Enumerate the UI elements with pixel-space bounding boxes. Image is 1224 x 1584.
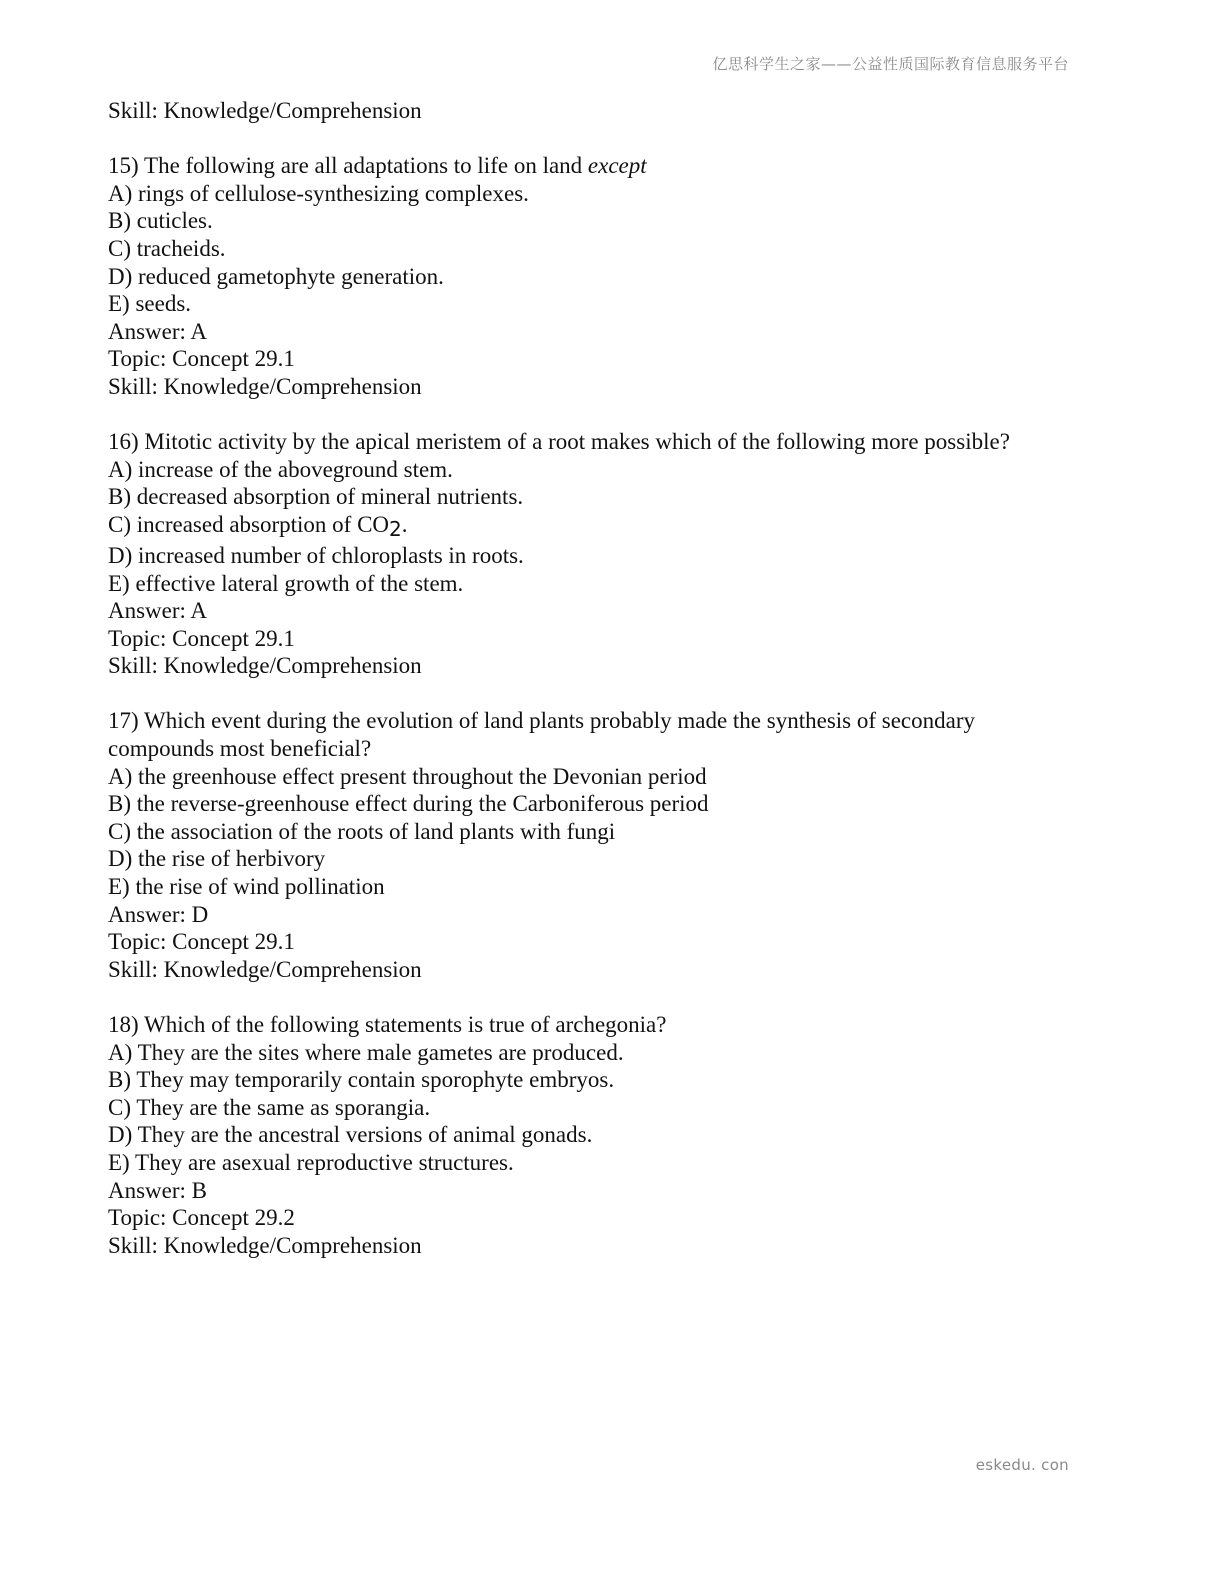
- option-d: D) the rise of herbivory: [108, 846, 326, 872]
- option-c: C) the association of the roots of land plants with fungi: [108, 818, 616, 844]
- option-a: A) rings of cellulose-synthesizing complexes.: [108, 180, 529, 206]
- option-c: [108, 511, 1098, 542]
- header-watermark: 亿思科学生之家——公益性质国际教育信息服务平台: [712, 55, 1069, 73]
- answer: Answer: D: [108, 901, 209, 927]
- option-c: C) tracheids.: [108, 235, 226, 261]
- question-stem: [108, 1011, 1098, 1039]
- question-16: [108, 428, 1098, 680]
- question-text: Mitotic activity by the apical meristem of a root makes which of the following more possible?: [144, 429, 1010, 455]
- option-c-subscript: 2: [389, 516, 402, 541]
- option-b: B) the reverse-greenhouse effect during the Carboniferous period: [108, 791, 709, 817]
- spacer: [108, 401, 1098, 429]
- question-18: [108, 1011, 1098, 1259]
- option-c-text: C) increased absorption of CO: [108, 511, 390, 537]
- question-number: 18): [108, 1012, 139, 1037]
- topic: Topic: Concept 29.1: [108, 346, 295, 372]
- topic: Topic: Concept 29.2: [108, 1205, 295, 1231]
- option-e: E) seeds.: [108, 291, 192, 317]
- option-a: A) increase of the aboveground stem.: [108, 456, 453, 482]
- skill: Skill: Knowledge/Comprehension: [108, 373, 422, 399]
- option-b: B) decreased absorption of mineral nutrients.: [108, 484, 524, 510]
- question-emphasis: except: [587, 153, 647, 179]
- topic: Topic: Concept 29.1: [108, 625, 295, 651]
- option-d: D) reduced gametophyte generation.: [108, 263, 444, 289]
- spacer: [108, 680, 1098, 708]
- question-number: 15): [108, 153, 139, 179]
- spacer: [108, 125, 1098, 153]
- question-text: The following are all adaptations to life on land: [144, 153, 588, 179]
- option-a: A) They are the sites where male gametes are produced.: [108, 1039, 624, 1065]
- previous-skill: Skill: Knowledge/Comprehension: [108, 98, 422, 123]
- question-stem: [108, 152, 1098, 180]
- question-text-continued: compounds most beneficial?: [108, 736, 372, 762]
- option-e: E) They are asexual reproductive structures.: [108, 1149, 514, 1175]
- option-c-suffix: .: [401, 511, 408, 537]
- option-b: B) They may temporarily contain sporophyte embryos.: [108, 1067, 615, 1093]
- skill: Skill: Knowledge/Comprehension: [108, 956, 422, 982]
- question-text: Which of the following statements is true of archegonia?: [144, 1012, 667, 1037]
- question-17: [108, 707, 1098, 983]
- option-c: C) They are the same as sporangia.: [108, 1094, 431, 1120]
- answer: Answer: B: [108, 1177, 208, 1203]
- skill: Skill: Knowledge/Comprehension: [108, 653, 422, 679]
- spacer: [108, 983, 1098, 1011]
- document-body: [108, 97, 1098, 1259]
- question-text: Which event during the evolution of land plants probably made the synthesis of secondary: [144, 708, 976, 734]
- option-e: E) effective lateral growth of the stem.: [108, 570, 464, 596]
- option-a: A) the greenhouse effect present throughout the Devonian period: [108, 763, 707, 789]
- option-d: D) They are the ancestral versions of animal gonads.: [108, 1122, 593, 1148]
- option-b: B) cuticles.: [108, 208, 213, 234]
- question-15: [108, 152, 1098, 400]
- skill: Skill: Knowledge/Comprehension: [108, 1232, 422, 1258]
- question-stem: [108, 707, 1098, 735]
- footer-watermark: eskedu. con: [975, 1456, 1069, 1474]
- option-d: D) increased number of chloroplasts in roots.: [108, 542, 524, 568]
- answer: Answer: A: [108, 318, 208, 344]
- question-number: 17): [108, 708, 139, 734]
- option-e: E) the rise of wind pollination: [108, 874, 385, 900]
- question-stem: [108, 428, 1098, 456]
- answer: Answer: A: [108, 598, 208, 624]
- topic: Topic: Concept 29.1: [108, 929, 295, 955]
- question-number: 16): [108, 429, 139, 455]
